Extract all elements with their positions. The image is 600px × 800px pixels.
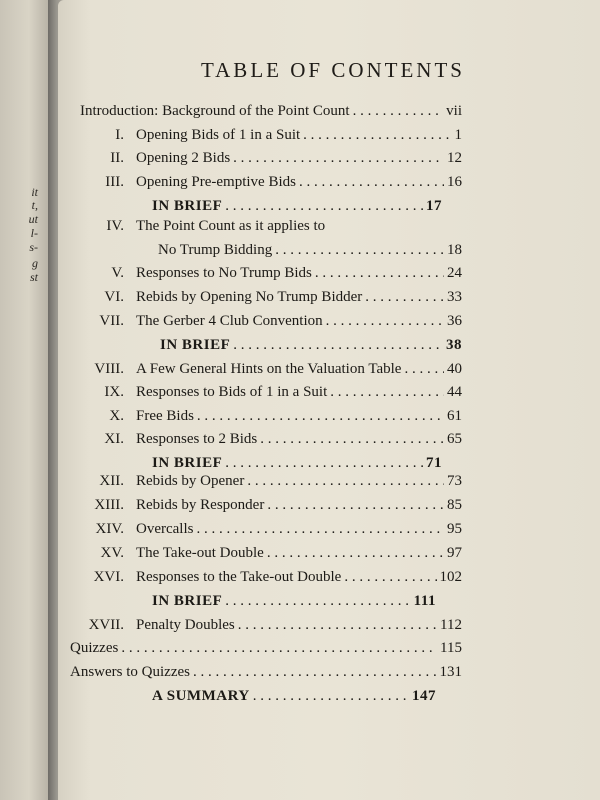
chapter-number: X. xyxy=(109,408,124,424)
entry-title: The Gerber 4 Club Convention xyxy=(136,313,323,329)
left-page-text-fragment: it xyxy=(31,185,38,199)
chapter-number: XV. xyxy=(100,545,124,561)
chapter-number: XIII. xyxy=(94,497,124,513)
page-number: 95 xyxy=(447,521,462,537)
left-page-text-fragment: g xyxy=(32,256,38,270)
chapter-number: VII. xyxy=(99,313,124,329)
page-number: 40 xyxy=(447,361,462,377)
toc-entry[interactable] xyxy=(80,171,462,193)
chapter-number: XII. xyxy=(99,473,124,489)
dot-leader xyxy=(344,566,436,588)
entry-title: A SUMMARY xyxy=(152,688,250,704)
toc-entry[interactable] xyxy=(80,147,462,169)
toc-entry[interactable] xyxy=(160,334,462,356)
toc-entry[interactable] xyxy=(70,614,462,636)
dot-leader xyxy=(330,381,444,403)
page-number: 18 xyxy=(447,242,462,258)
dot-leader xyxy=(225,195,423,217)
dot-leader xyxy=(303,124,451,146)
entry-title: No Trump Bidding xyxy=(158,242,273,258)
page-number: 102 xyxy=(439,569,462,585)
entry-title: IN BRIEF xyxy=(152,593,223,609)
page-title: TABLE OF CONTENTS xyxy=(201,58,465,82)
chapter-number: VI. xyxy=(104,289,124,305)
page-number: 12 xyxy=(447,150,462,166)
entry-title: The Point Count as it applies to xyxy=(136,218,326,234)
chapter-number: II. xyxy=(110,150,124,166)
dot-leader xyxy=(299,171,444,193)
toc-entry[interactable] xyxy=(80,124,462,146)
page-number: 44 xyxy=(447,384,462,400)
chapter-number: XVII. xyxy=(88,617,124,633)
toc-entry[interactable] xyxy=(80,286,462,308)
entry-title: IN BRIEF xyxy=(152,198,223,214)
entry-title: Quizzes xyxy=(70,640,119,656)
entry-title: Opening Pre-emptive Bids xyxy=(136,174,296,190)
entry-title: IN BRIEF xyxy=(160,337,231,353)
toc-entry[interactable] xyxy=(80,310,462,332)
dot-leader xyxy=(315,262,444,284)
dot-leader xyxy=(275,239,444,261)
entry-title: A Few General Hints on the Valuation Table xyxy=(136,361,402,377)
toc-entry[interactable] xyxy=(152,590,436,612)
entry-title: Responses to No Trump Bids xyxy=(136,265,312,281)
toc-entry[interactable] xyxy=(158,239,462,261)
page-number: 17 xyxy=(426,198,442,214)
toc-entry[interactable] xyxy=(80,100,462,122)
page-number: 36 xyxy=(447,313,462,329)
entry-title: The Take-out Double xyxy=(136,545,264,561)
dot-leader xyxy=(233,334,443,356)
dot-leader xyxy=(404,358,444,380)
dot-leader xyxy=(197,405,444,427)
page-number: 71 xyxy=(426,455,442,471)
toc-entry[interactable] xyxy=(80,381,462,403)
entry-title: Responses to 2 Bids xyxy=(136,431,258,447)
dot-leader xyxy=(365,286,444,308)
dot-leader xyxy=(353,100,444,122)
dot-leader xyxy=(238,614,437,636)
toc-entry[interactable] xyxy=(70,661,462,683)
entry-title: Introduction: Background of the Point Count xyxy=(80,103,350,119)
dot-leader xyxy=(326,310,444,332)
dot-leader xyxy=(267,494,444,516)
chapter-number: V. xyxy=(111,265,124,281)
page-number: 61 xyxy=(447,408,462,424)
chapter-number: III. xyxy=(105,174,124,190)
entry-title: IN BRIEF xyxy=(152,455,223,471)
dot-leader xyxy=(260,428,444,450)
page-number: 112 xyxy=(440,617,462,633)
dot-leader xyxy=(233,147,444,169)
entry-title: Rebids by Opening No Trump Bidder xyxy=(136,289,363,305)
chapter-number: XI. xyxy=(104,431,124,447)
page-number: 73 xyxy=(447,473,462,489)
toc-entry[interactable] xyxy=(70,494,462,516)
toc-entry[interactable] xyxy=(80,262,462,284)
left-page-text-fragment: st xyxy=(29,270,38,284)
chapter-number: XIV. xyxy=(95,521,124,537)
page-number: 38 xyxy=(446,337,462,353)
page-number: 115 xyxy=(440,640,462,656)
page-number: vii xyxy=(446,103,462,119)
entry-title: Free Bids xyxy=(136,408,194,424)
toc-entry[interactable] xyxy=(70,470,462,492)
chapter-number: XVI. xyxy=(93,569,124,585)
page-number: 131 xyxy=(439,664,462,680)
entry-title: Overcalls xyxy=(136,521,194,537)
page-number: 97 xyxy=(447,545,462,561)
toc-entry[interactable] xyxy=(70,637,462,659)
chapter-number: I. xyxy=(115,127,124,143)
toc-entry[interactable] xyxy=(80,215,462,237)
toc-entry[interactable] xyxy=(80,428,462,450)
page-number: 1 xyxy=(454,127,462,143)
page-number: 111 xyxy=(413,593,436,609)
dot-leader xyxy=(196,518,444,540)
entry-title: Rebids by Opener xyxy=(136,473,245,489)
entry-title: Answers to Quizzes xyxy=(70,664,190,680)
toc-entry[interactable] xyxy=(70,518,462,540)
dot-leader xyxy=(193,661,437,683)
toc-entry[interactable] xyxy=(80,405,462,427)
page-number: 65 xyxy=(447,431,462,447)
left-page-text-fragment: ut xyxy=(28,212,38,226)
toc-entry[interactable] xyxy=(80,358,462,380)
left-page-text-fragment: l- xyxy=(30,226,38,240)
page-number: 24 xyxy=(447,265,462,281)
entry-title: Responses to the Take-out Double xyxy=(136,569,342,585)
dot-leader xyxy=(247,470,444,492)
toc-entry[interactable] xyxy=(152,685,436,707)
toc-entry[interactable] xyxy=(152,195,442,217)
entry-title: Responses to Bids of 1 in a Suit xyxy=(136,384,328,400)
left-page-text-fragment: s- xyxy=(29,240,38,254)
dot-leader xyxy=(121,637,437,659)
page-number: 33 xyxy=(447,289,462,305)
toc-entry[interactable] xyxy=(70,566,462,588)
entry-title: Rebids by Responder xyxy=(136,497,265,513)
chapter-number: VIII. xyxy=(94,361,124,377)
dot-leader xyxy=(253,685,409,707)
chapter-number: IX. xyxy=(104,384,124,400)
entry-title: Opening Bids of 1 in a Suit xyxy=(136,127,301,143)
left-page-text-fragment: t, xyxy=(31,198,38,212)
dot-leader xyxy=(225,590,410,612)
page-number: 16 xyxy=(447,174,462,190)
entry-title: Penalty Doubles xyxy=(136,617,235,633)
left-page-edge xyxy=(0,0,48,800)
dot-leader xyxy=(267,542,444,564)
chapter-number: IV. xyxy=(106,218,124,234)
page-number: 147 xyxy=(412,688,436,704)
page-number: 85 xyxy=(447,497,462,513)
entry-title: Opening 2 Bids xyxy=(136,150,231,166)
toc-entry[interactable] xyxy=(70,542,462,564)
